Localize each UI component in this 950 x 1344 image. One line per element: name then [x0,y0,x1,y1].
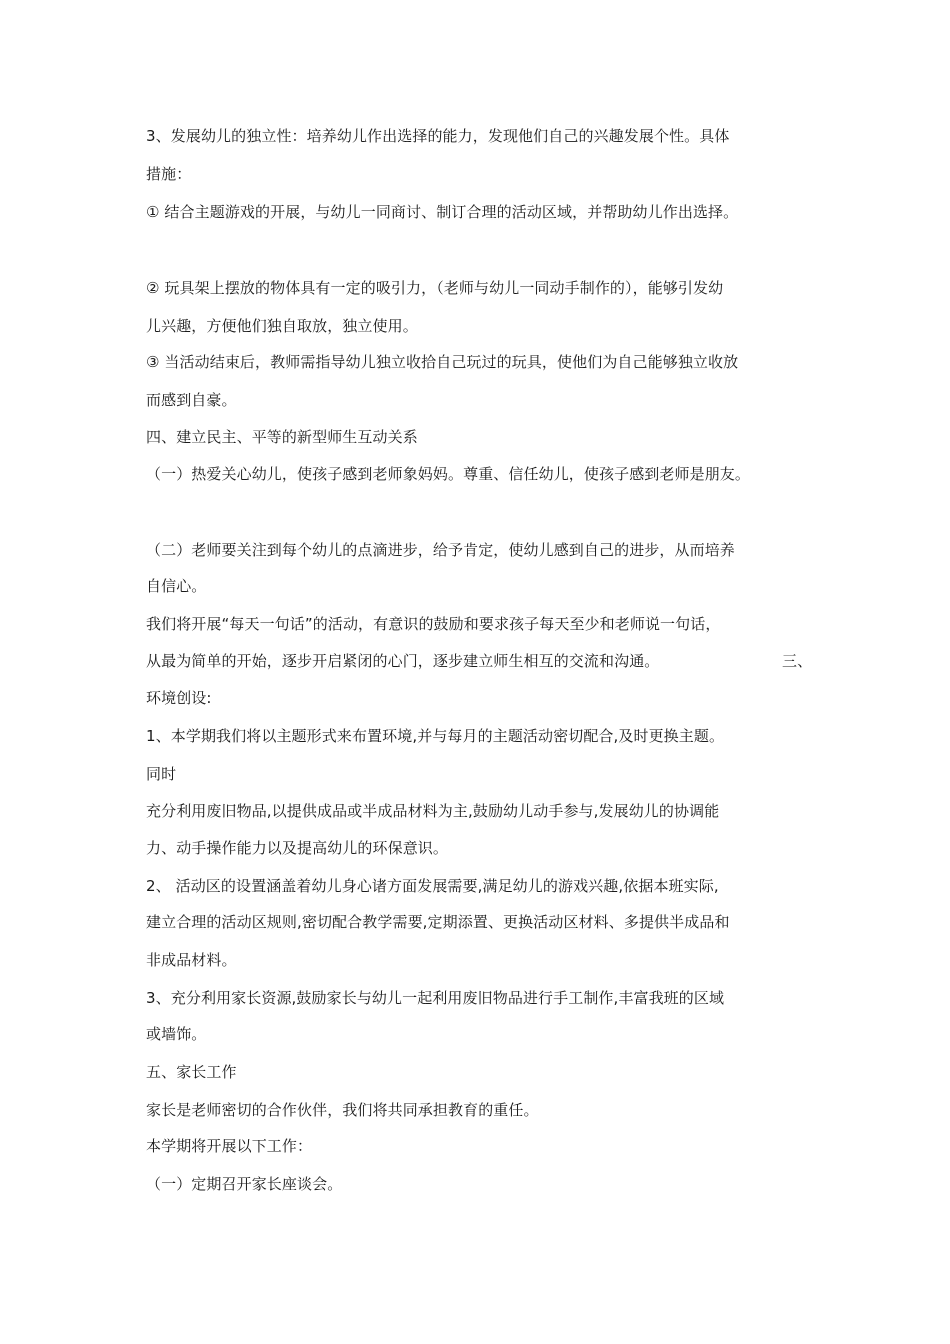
paragraph-line: 家长是老师密切的合作伙伴，我们将共同承担教育的重任。 [146,1101,539,1119]
paragraph-line: ② 玩具架上摆放的物体具有一定的吸引力，（老师与幼儿一同动手制作的），能够引发幼 [146,279,724,297]
paragraph-line: 自信心。 [146,577,207,595]
paragraph-line: 2、 活动区的设置涵盖着幼儿身心诸方面发展需要,满足幼儿的游戏兴趣,依据本班实际, [146,877,719,895]
paragraph-line: 本学期将开展以下工作： [146,1137,313,1155]
section-heading: 五、家长工作 [146,1063,237,1081]
paragraph-line: 或墙饰。 [146,1025,207,1043]
paragraph-line: 3、充分利用家长资源,鼓励家长与幼儿一起利用废旧物品进行手工制作,丰富我班的区域 [146,989,725,1007]
paragraph-line: 1、本学期我们将以主题形式来布置环境,并与每月的主题活动密切配合,及时更换主题。 [146,727,725,745]
paragraph-line: 环境创设: [146,689,212,707]
paragraph-line: 措施： [146,165,192,183]
section-heading: 四、建立民主、平等的新型师生互动关系 [146,428,418,446]
paragraph-line: 非成品材料。 [146,951,237,969]
paragraph-line: 从最为简单的开始，逐步开启紧闭的心门，逐步建立师生相互的交流和沟通。 [146,652,660,670]
paragraph-line: 力、动手操作能力以及提高幼儿的环保意识。 [146,839,449,857]
paragraph-line: 我们将开展“每天一句话”的活动，有意识的鼓励和要求孩子每天至少和老师说一句话， [146,615,721,633]
paragraph-line: （一）定期召开家长座谈会。 [146,1175,343,1193]
paragraph-line: 同时 [146,765,177,783]
paragraph-line: 3、发展幼儿的独立性：培养幼儿作出选择的能力，发现他们自己的兴趣发展个性。具体 [146,127,730,145]
section-heading: 三、 [782,652,813,670]
paragraph-line: 而感到自豪。 [146,391,237,409]
paragraph-line: 儿兴趣，方便他们独自取放，独立使用。 [146,317,418,335]
paragraph-line: 建立合理的活动区规则,密切配合教学需要,定期添置、更换活动区材料、多提供半成品和 [146,913,730,931]
paragraph-line: （二）老师要关注到每个幼儿的点滴进步，给予肯定，使幼儿感到自己的进步，从而培养 [146,541,735,559]
paragraph-line: ③ 当活动结束后，教师需指导幼儿独立收拾自己玩过的玩具，使他们为自己能够独立收放 [146,353,739,371]
paragraph-line: （一）热爱关心幼儿，使孩子感到老师象妈妈。尊重、信任幼儿，使孩子感到老师是朋友。 [146,465,751,483]
paragraph-line: 充分利用废旧物品,以提供成品或半成品材料为主,鼓励幼儿动手参与,发展幼儿的协调能 [146,802,720,820]
paragraph-line: ① 结合主题游戏的开展，与幼儿一同商讨、制订合理的活动区域，并帮助幼儿作出选择。 [146,203,739,221]
